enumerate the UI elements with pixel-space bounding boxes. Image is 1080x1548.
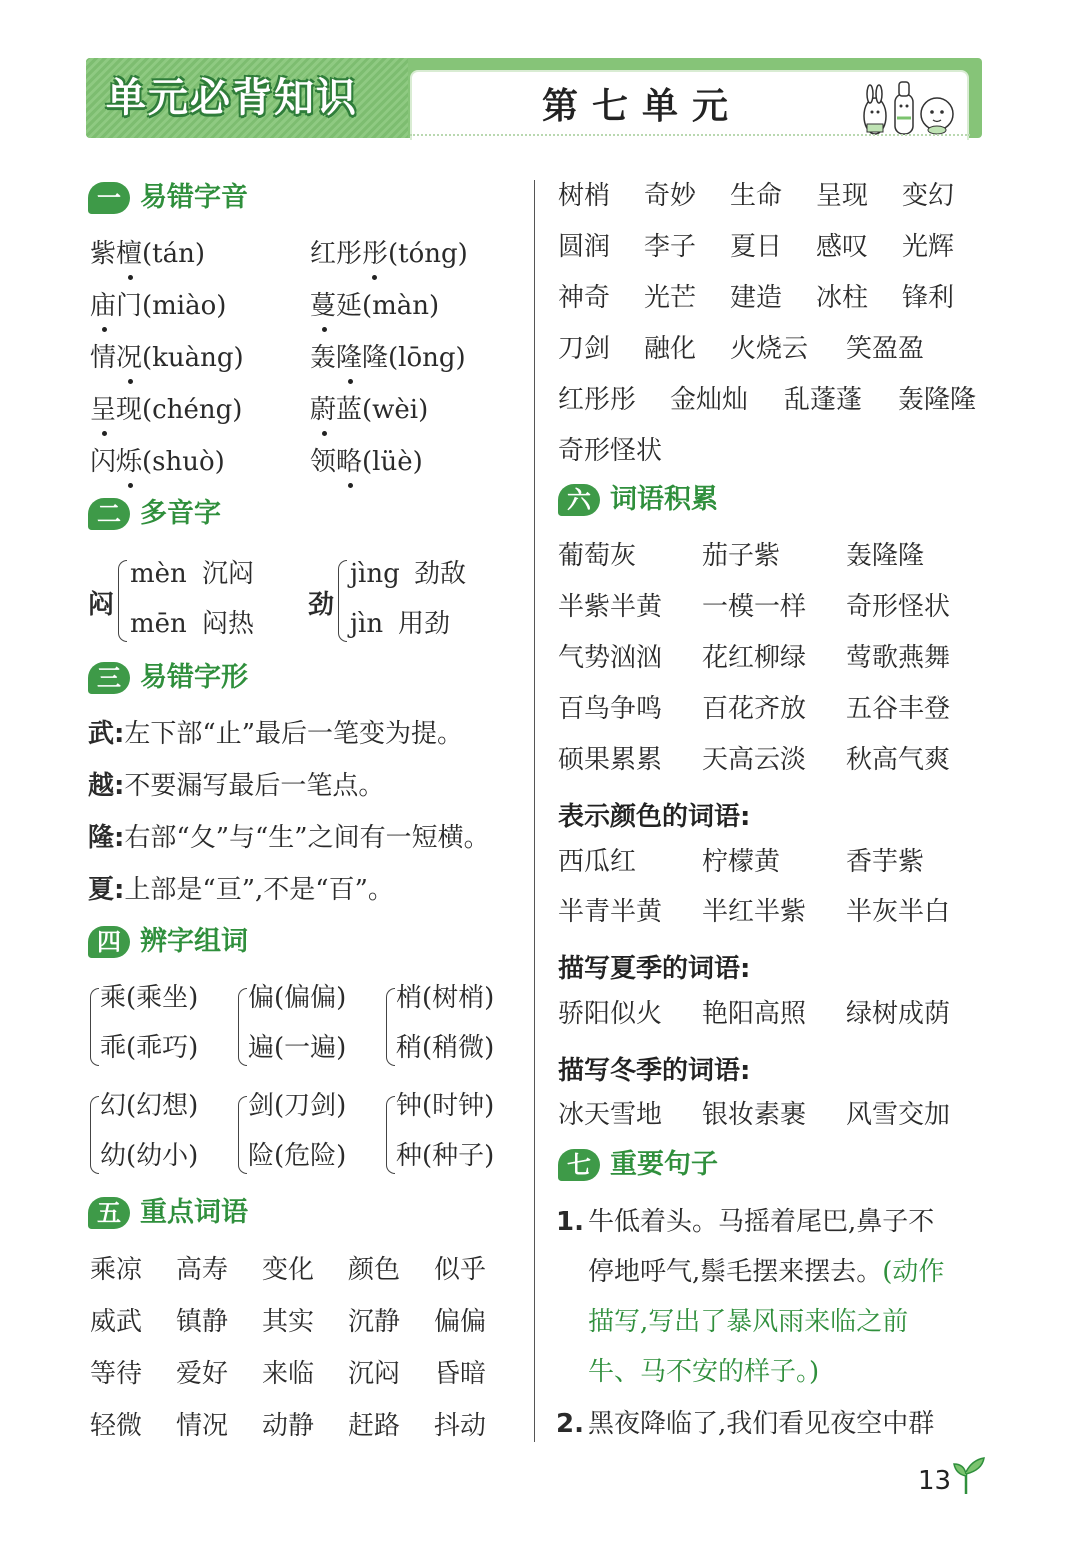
word: 抖动 [434,1411,487,1441]
word: 笑盈盈 [846,334,925,364]
word: 百花齐放 [702,694,807,724]
word: 感叹 [816,232,869,262]
emphasis-dot [348,483,353,488]
word: 天高云淡 [702,745,807,775]
word: 夏日 [730,232,783,262]
color-words-label: 表示颜色的词语: [558,802,751,832]
word: 赶路 [348,1411,401,1441]
word: 神奇 [558,283,611,313]
section-badge: 四 [88,926,130,958]
word: 五谷丰登 [846,694,951,724]
unit-card [410,70,969,140]
word: 火烧云 [730,334,809,364]
word: 光芒 [644,283,697,313]
glyph-text: 上部是“亘”,不是“百”。 [124,875,394,905]
word: 镇静 [176,1307,229,1337]
brace [238,1096,247,1174]
emphasis-dot [102,431,107,436]
glyph-colon: : [114,771,125,801]
glyph-note [88,716,463,752]
word: 动静 [262,1411,315,1441]
word: 奇妙 [644,181,697,211]
word: 硕果累累 [558,745,663,775]
word: 半紫半黄 [558,592,663,622]
distinguish-item: 乘(乘坐) [100,983,199,1013]
polyphone-pinyin: mēn [130,609,187,639]
word: 金灿灿 [670,385,749,415]
emphasis-dot [128,483,133,488]
brace [338,560,347,642]
word: 轻微 [90,1411,143,1441]
emphasis-dot [322,327,327,332]
glyph-char: 夏 [88,875,115,905]
polyphone-word: 用劲 [398,609,451,639]
list-item: 领略(lüè) [310,447,423,477]
emphasis-dot [348,379,353,384]
section-title: 多音字 [140,498,221,529]
column-divider [534,180,535,1442]
word: 乱蓬蓬 [784,385,863,415]
word: 冰天雪地 [558,1100,663,1130]
word: 半红半紫 [702,897,807,927]
word: 银妆素裹 [702,1100,807,1130]
list-item: 蔚蓝(wèi) [310,395,429,425]
word: 莺歌燕舞 [846,643,951,673]
word: 建造 [730,283,783,313]
sentence-line: 牛低着头。马摇着尾巴,鼻子不 [588,1207,935,1237]
emphasis-dot [128,275,133,280]
word: 茄子紫 [702,541,781,571]
sentence-line: 停地呼气,鬃毛摆来摆去。 [588,1257,883,1287]
polyphone-word: 沉闷 [202,559,255,589]
word: 奇形怪状 [558,436,663,466]
word: 百鸟争鸣 [558,694,663,724]
word: 骄阳似火 [558,999,663,1029]
section-title: 词语积累 [610,484,718,515]
word: 偏偏 [434,1307,487,1337]
list-item: 紫檀(tán) [90,239,205,269]
list-item: 闪烁(shuò) [90,447,225,477]
section-title: 易错字音 [140,182,248,213]
word: 其实 [262,1307,315,1337]
word: 光辉 [902,232,955,262]
word: 奇形怪状 [846,592,951,622]
section-badge: 五 [88,1197,130,1229]
distinguish-item: 险(危险) [248,1141,347,1171]
word: 呈现 [816,181,869,211]
word: 绿树成荫 [846,999,951,1029]
polyphone-word: 闷热 [202,609,255,639]
word: 爱好 [176,1359,229,1389]
brace [386,1096,395,1174]
word: 刀剑 [558,334,611,364]
section-title: 重点词语 [140,1197,248,1228]
word: 生命 [730,181,783,211]
word: 融化 [644,334,697,364]
glyph-char: 隆 [88,823,115,853]
word: 一模一样 [702,592,807,622]
sentence-annotation: 描写,写出了暴风雨来临之前 [588,1307,909,1337]
word: 柠檬黄 [702,847,781,877]
word: 轰隆隆 [898,385,977,415]
word: 变幻 [902,181,955,211]
word: 沉静 [348,1307,401,1337]
brace [118,560,127,642]
summer-words-label: 描写夏季的词语: [558,954,751,984]
word: 花红柳绿 [702,643,807,673]
word: 红彤彤 [558,385,637,415]
word: 气势汹汹 [558,643,663,673]
section-badge: 六 [558,484,600,516]
polyphone-char: 闷 [88,590,115,620]
emphasis-dot [372,275,377,280]
glyph-text: 左下部“止”最后一笔变为提。 [124,719,464,749]
word: 乘凉 [90,1255,143,1285]
sentence-annotation: (动作 [882,1257,945,1287]
glyph-colon: : [114,875,125,905]
distinguish-item: 种(种子) [396,1141,495,1171]
word: 来临 [262,1359,315,1389]
distinguish-item: 剑(刀剑) [248,1091,347,1121]
glyph-note [88,872,394,908]
glyph-note [88,768,384,804]
word: 威武 [90,1307,143,1337]
word: 冰柱 [816,283,869,313]
list-item: 轰隆隆(lōng) [310,343,466,373]
distinguish-item: 梢(树梢) [396,983,495,1013]
mascots-icon [857,76,957,138]
glyph-char: 武 [88,719,115,749]
unit-title: 第七单元 [541,86,742,127]
band-title: 单元必背知识 [106,75,358,121]
word: 似乎 [434,1255,487,1285]
list-item: 呈现(chéng) [90,395,243,425]
list-item: 蔓延(màn) [310,291,440,321]
page-number: 13 [918,1466,952,1496]
word: 沉闷 [348,1359,401,1389]
word: 等待 [90,1359,143,1389]
section-title: 易错字形 [140,662,248,693]
emphasis-dot [128,379,133,384]
word: 昏暗 [434,1359,487,1389]
section-badge: 三 [88,662,130,694]
word: 变化 [262,1255,315,1285]
distinguish-item: 幻(幻想) [100,1091,199,1121]
section-badge: 七 [558,1149,600,1181]
distinguish-item: 遍(一遍) [248,1033,347,1063]
list-item: 红彤彤(tóng) [310,239,468,269]
word: 颜色 [348,1255,401,1285]
glyph-char: 越 [88,771,115,801]
section-badge: 二 [88,498,130,530]
distinguish-item: 乖(乖巧) [100,1033,199,1063]
word: 半灰半白 [846,897,951,927]
word: 轰隆隆 [846,541,925,571]
polyphone-pinyin: jìn [350,609,384,639]
word: 高寿 [176,1255,229,1285]
glyph-colon: : [114,719,125,749]
winter-words-label: 描写冬季的词语: [558,1056,751,1086]
section-badge: 一 [88,182,130,214]
polyphone-pinyin: jìng [350,559,400,589]
emphasis-dot [102,327,107,332]
word: 香芋紫 [846,847,925,877]
word: 风雪交加 [846,1100,951,1130]
word: 树梢 [558,181,611,211]
list-item: 庙门(miào) [90,291,227,321]
sprout-icon [952,1456,986,1496]
word: 西瓜红 [558,847,637,877]
sentence-number: 1. [556,1207,584,1237]
sentence-annotation: 牛、马不安的样子。) [588,1357,820,1387]
distinguish-item: 钟(时钟) [396,1091,495,1121]
brace [90,988,99,1066]
word: 情况 [176,1411,229,1441]
polyphone-char: 劲 [308,590,335,620]
sentence-line-group [588,1254,944,1290]
distinguish-item: 稍(稍微) [396,1033,495,1063]
sentence-line: 黑夜降临了,我们看见夜空中群 [588,1409,935,1439]
section-title: 重要句子 [610,1149,718,1180]
polyphone-pinyin: mèn [130,559,187,589]
distinguish-item: 幼(幼小) [100,1141,199,1171]
polyphone-word: 劲敌 [414,559,467,589]
emphasis-dot [322,431,327,436]
word: 艳阳高照 [702,999,807,1029]
word: 圆润 [558,232,611,262]
sentence-number: 2. [556,1409,584,1439]
word: 锋利 [902,283,955,313]
distinguish-item: 偏(偏偏) [248,983,347,1013]
section-title: 辨字组词 [140,926,248,957]
brace [386,988,395,1066]
word: 半青半黄 [558,897,663,927]
glyph-note [88,820,490,856]
word: 秋高气爽 [846,745,951,775]
header-dotted-line [410,134,970,136]
glyph-colon: : [114,823,125,853]
brace [90,1096,99,1174]
word: 葡萄灰 [558,541,637,571]
glyph-text: 右部“夂”与“生”之间有一短横。 [124,823,490,853]
brace [238,988,247,1066]
glyph-text: 不要漏写最后一笔点。 [124,771,385,801]
word: 李子 [644,232,697,262]
list-item: 情况(kuàng) [90,343,244,373]
